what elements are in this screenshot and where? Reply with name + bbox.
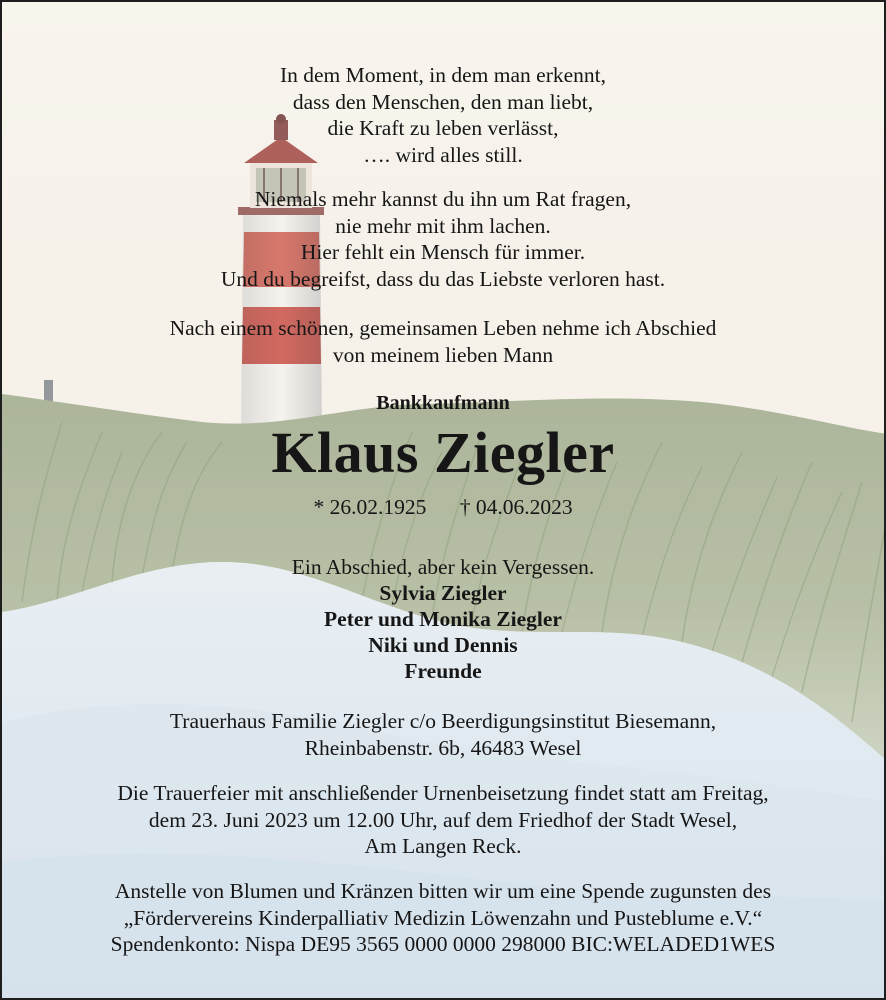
profession: Bankkaufmann: [376, 392, 510, 414]
verse-stanza-1: [2, 62, 884, 168]
verse-line: Hier fehlt ein Mensch für immer.: [300, 240, 586, 264]
address-line: Rheinbabenstr. 6b, 46483 Wesel: [304, 735, 582, 760]
mourning-address: [2, 708, 884, 761]
ceremony-line: dem 23. Juni 2023 um 12.00 Uhr, auf dem Friedhof der Stadt Wesel,: [148, 807, 738, 832]
mourner-names: [2, 580, 884, 684]
ceremony-line: Am Langen Reck.: [364, 834, 522, 858]
donation-line: Anstelle von Blumen und Kränzen bitten wir um eine Spende zugunsten des: [114, 879, 772, 903]
notice-content: [2, 2, 884, 998]
donation-line: Spendenkonto: Nispa DE95 3565 0000 0000 298000 BIC:WELADED1WES: [110, 932, 776, 956]
deceased-name: Klaus Ziegler: [271, 420, 615, 485]
verse-line: dass den Menschen, den man liebt,: [292, 89, 594, 114]
death-date: † 04.06.2023: [459, 495, 573, 519]
verse-line: nie mehr mit ihm lachen.: [335, 213, 551, 238]
verse-line: die Kraft zu leben verlässt,: [327, 116, 559, 140]
donation-info: [2, 878, 884, 958]
verse-line: In dem Moment, in dem man erkennt,: [279, 63, 606, 87]
ceremony-line: Die Trauerfeier mit anschließender Urnenbeisetzung findet statt am Freitag,: [117, 781, 769, 805]
farewell-text: [2, 315, 884, 368]
life-dates: [2, 494, 884, 520]
mourner-name: Sylvia Ziegler: [379, 581, 507, 605]
motto: Ein Abschied, aber kein Vergessen.: [291, 555, 595, 579]
farewell-line: Nach einem schönen, gemeinsamen Leben nehme ich Abschied: [169, 316, 717, 340]
farewell-line: von meinem lieben Mann: [332, 342, 554, 367]
donation-line: „Fördervereins Kinderpalliativ Medizin Löwenzahn und Pusteblume e.V.“: [123, 905, 763, 930]
mourner-name: Niki und Dennis: [368, 633, 518, 657]
mourner-name: Freunde: [404, 659, 482, 683]
mourner-name: Peter und Monika Ziegler: [324, 607, 562, 631]
address-line: Trauerhaus Familie Ziegler c/o Beerdigungsinstitut Biesemann,: [169, 709, 717, 733]
ceremony-info: [2, 780, 884, 860]
verse-line: …. wird alles still.: [363, 142, 523, 167]
verse-line: Niemals mehr kannst du ihn um Rat fragen,: [254, 187, 632, 211]
verse-stanza-2: [2, 186, 884, 292]
birth-date: * 26.02.1925: [313, 495, 427, 519]
verse-line: Und du begreifst, dass du das Liebste verloren hast.: [220, 266, 666, 291]
